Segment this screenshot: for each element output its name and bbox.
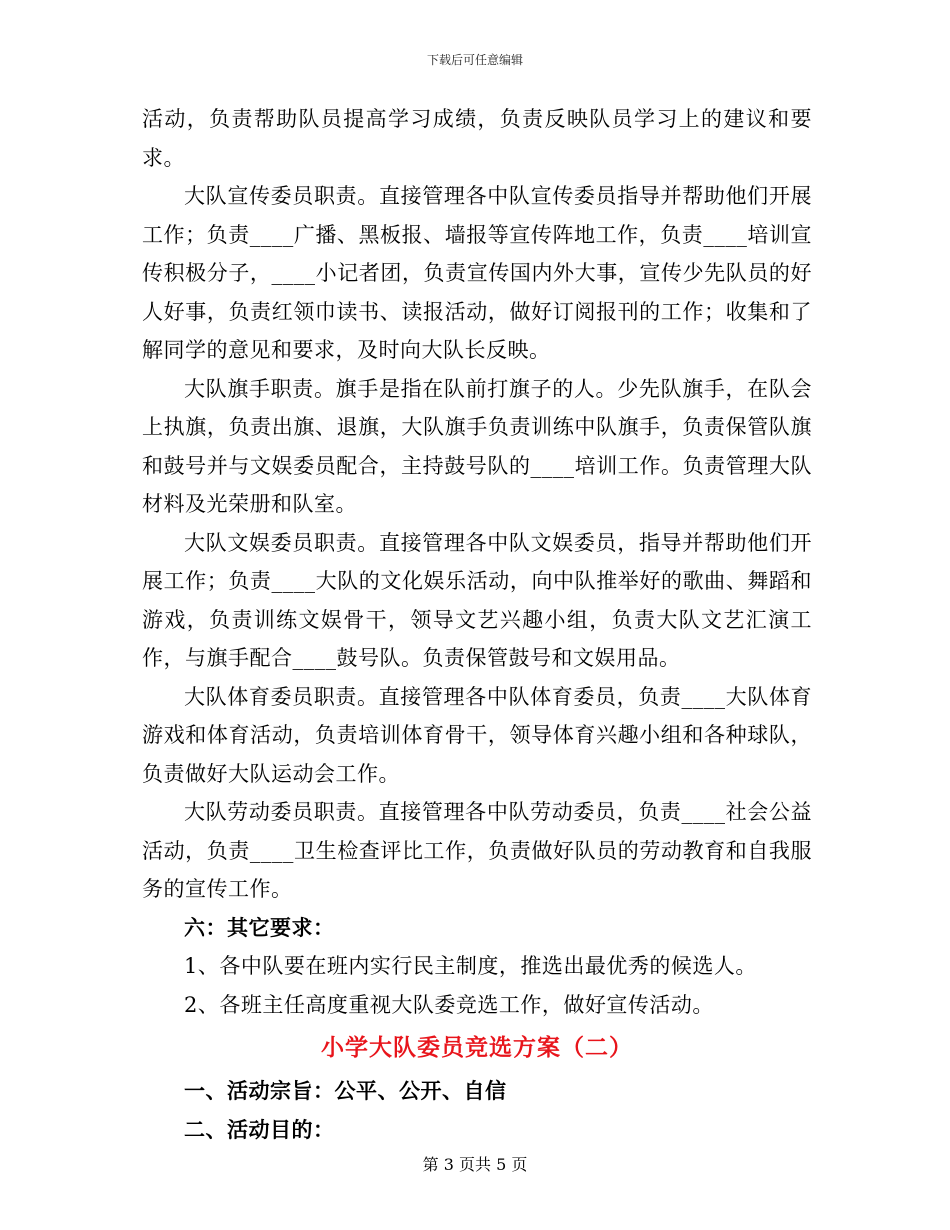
paragraph-propaganda-committee: 大队宣传委员职责。直接管理各中队宣传委员指导并帮助他们开展工作；负责____广播、黑板报、墙报等宣传阵地工作，负责____培训宣传积极分子，____小记者团，负责宣传国内外大事，宣传少先队员的好人好事，负责红领巾读书、读报活动，做好订阅报刊的工作；收集和了解同学的意见和要求，及时向大队长反映。	[142, 184, 812, 362]
paragraph-study-committee-end: 活动，负责帮助队员提高学习成绩，负责反映队员学习上的建议和要求。	[142, 107, 812, 170]
paragraph-labor-committee: 大队劳动委员职责。直接管理各中队劳动委员，负责____社会公益活动，负责____卫生检查评比工作，负责做好队员的劳动教育和自我服务的宣传工作。	[142, 800, 812, 901]
plan-title: 小学大队委员竞选方案（二）	[321, 1034, 633, 1061]
list-item-1: 1、各中队要在班内实行民主制度，推选出最优秀的候选人。	[184, 954, 757, 978]
document-body	[142, 100, 812, 1149]
list-item-2: 2、各班主任高度重视大队委竞选工作，做好宣传活动。	[184, 992, 714, 1017]
section-heading-goal: 二、活动目的：	[184, 1116, 335, 1142]
section-heading-purpose: 一、活动宗旨：公平、公开、自信	[184, 1078, 507, 1103]
section-heading-other-requirements: 六：其它要求：	[184, 914, 335, 940]
page-header: 下载后可任意编辑	[426, 53, 523, 67]
paragraph-entertainment-committee: 大队文娱委员职责。直接管理各中队文娱委员，指导并帮助他们开展工作；负责____大队的文化娱乐活动，向中队推举好的歌曲、舞蹈和游戏，负责训练文娱骨干，领导文艺兴趣小组，负责大队文艺汇演工作，与旗手配合____鼓号队。负责保管鼓号和文娱用品。	[142, 530, 812, 670]
paragraph-sports-committee: 大队体育委员职责。直接管理各中队体育委员，负责____大队体育游戏和体育活动，负责培训体育骨干，领导体育兴趣小组和各种球队，负责做好大队运动会工作。	[142, 684, 812, 786]
paragraph-flag-bearer: 大队旗手职责。旗手是指在队前打旗子的人。少先队旗手，在队会上执旗，负责出旗、退旗，大队旗手负责训练中队旗手，负责保管队旗和鼓号并与文娱委员配合，主持鼓号队的____培训工作。负责管理大队材料及光荣册和队室。	[142, 376, 812, 516]
page-footer: 第 3 页共 5 页	[422, 1155, 528, 1174]
